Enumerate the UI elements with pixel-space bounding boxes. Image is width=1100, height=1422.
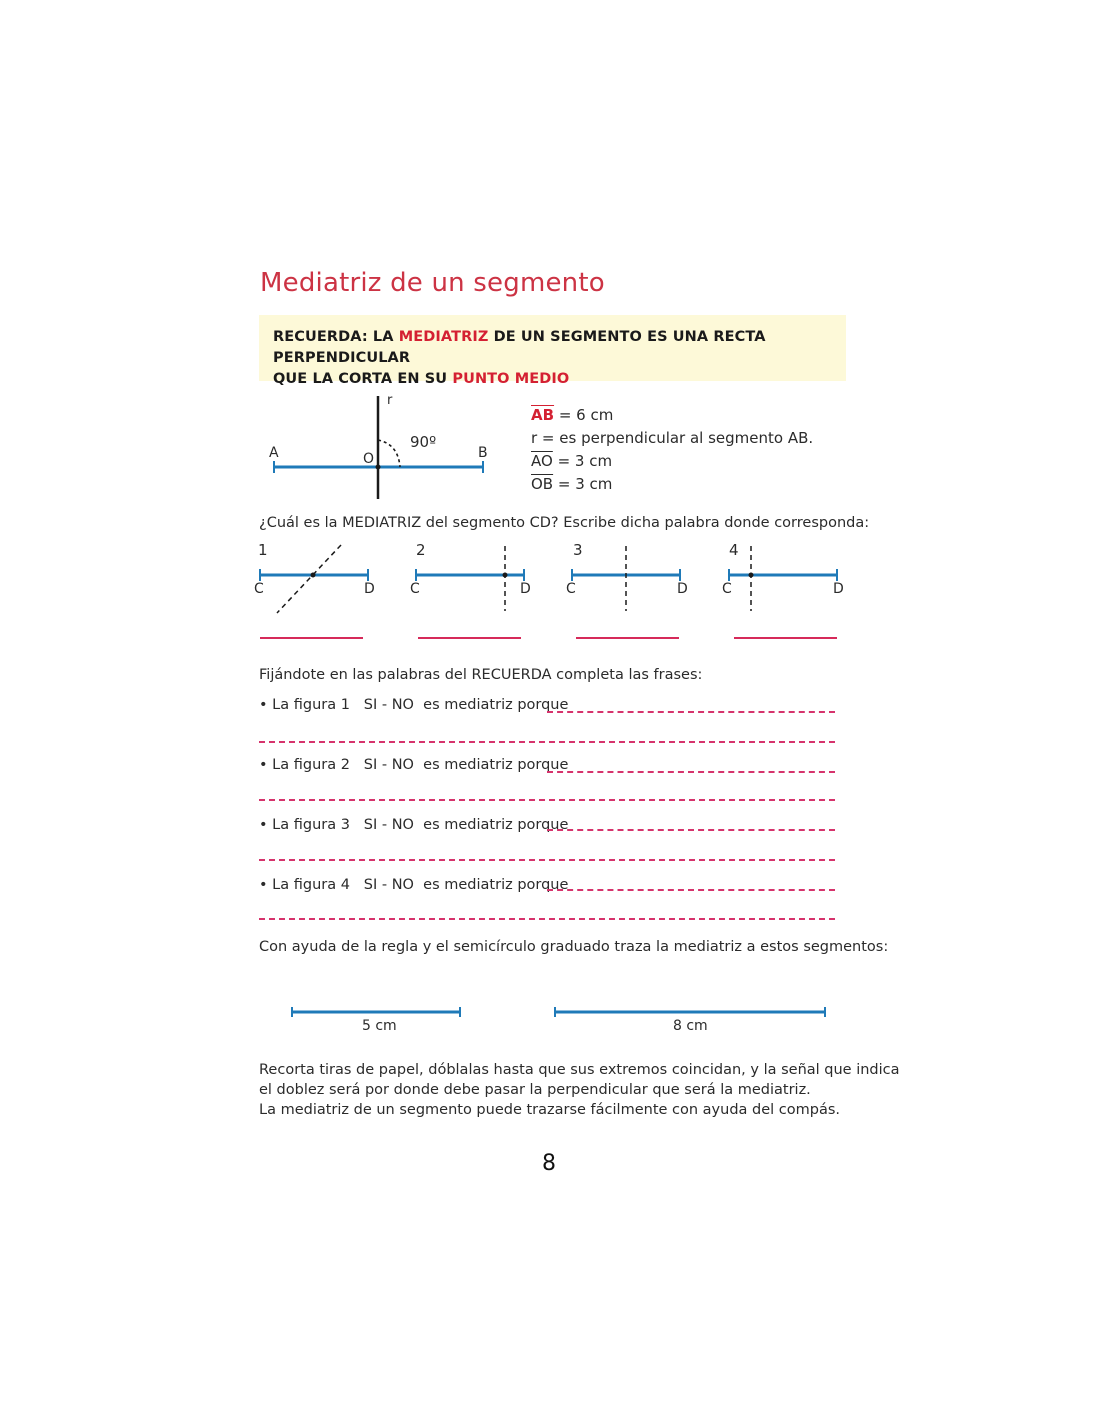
fact-ab-rest: = 6 cm	[554, 406, 614, 424]
segment-5cm-label: 5 cm	[362, 1018, 397, 1034]
figure-1-label-c: C	[254, 581, 264, 597]
label-b: B	[478, 445, 488, 461]
instruction-text: Fijándote en las palabras del RECUERDA completa las frases:	[259, 667, 703, 683]
fact-ab	[531, 406, 613, 424]
figure-2-label-d: D	[520, 581, 531, 597]
fact-ab-seg: $\overline{AB}$	[531, 406, 555, 424]
figure-2-label-c: C	[410, 581, 420, 597]
angle-arc	[378, 440, 400, 467]
footer-line-1: Recorta tiras de papel, dóblalas hasta que sus extremos coincidan, y la señal que indica	[259, 1062, 900, 1078]
figure-3	[572, 546, 680, 611]
trace-instruction: Con ayuda de la regla y el semicírculo graduado traza la mediatriz a estos segmentos:	[259, 939, 889, 955]
fact-ao	[531, 452, 612, 470]
fill-line-1a[interactable]	[547, 711, 835, 713]
fill-line-2a[interactable]	[547, 771, 835, 773]
figure-1	[260, 545, 368, 613]
dashed-line-1	[277, 545, 341, 613]
answer-line-4[interactable]	[734, 637, 837, 639]
label-o: O	[363, 451, 375, 467]
figure-4	[729, 546, 837, 611]
answer-line-2[interactable]	[418, 637, 521, 639]
recuerda-mediatriz: MEDIATRIZ	[398, 329, 489, 345]
fill-line-3b[interactable]	[259, 859, 835, 861]
fact-ao-seg: $\overline{AO}$	[531, 452, 553, 470]
fill-line-3a[interactable]	[547, 829, 835, 831]
figure-2-number: 2	[416, 541, 426, 559]
page-number: 8	[542, 1151, 556, 1176]
answer-line-3[interactable]	[576, 637, 679, 639]
sentence-figure-2: • La figura 2 SI - NO es mediatriz porque	[259, 757, 569, 773]
answer-line-1[interactable]	[260, 637, 363, 639]
footer-text	[259, 1060, 900, 1120]
fill-line-4b[interactable]	[259, 918, 835, 920]
figure-4-number: 4	[729, 541, 739, 559]
figure-1-number: 1	[258, 541, 268, 559]
label-a: A	[269, 445, 279, 461]
figure-1-label-d: D	[364, 581, 375, 597]
label-angle: 90º	[410, 433, 437, 451]
figure-3-label-c: C	[566, 581, 576, 597]
fill-line-2b[interactable]	[259, 799, 835, 801]
fill-line-1b[interactable]	[259, 741, 835, 743]
recuerda-line1-b: DE UN SEGMENTO ES UNA RECTA PERPENDICULAR	[273, 329, 766, 366]
fact-ob-seg: $\overline{OB}$	[531, 475, 554, 493]
recuerda-line1-a: RECUERDA: LA	[273, 329, 399, 345]
trace-segments	[292, 1007, 825, 1017]
fill-line-4a[interactable]	[547, 889, 835, 891]
point-o	[376, 465, 381, 470]
figure-3-number: 3	[573, 541, 583, 559]
fact-ob-rest: = 3 cm	[553, 475, 613, 493]
recuerda-line2-a: QUE LA CORTA EN SU	[273, 371, 453, 387]
main-diagram	[274, 396, 483, 499]
fact-r: r = es perpendicular al segmento AB.	[531, 429, 814, 447]
sentence-figure-4: • La figura 4 SI - NO es mediatriz porque	[259, 877, 569, 893]
figure-2	[416, 546, 524, 611]
recuerda-punto-medio: PUNTO MEDIO	[452, 371, 570, 387]
page-title: Mediatriz de un segmento	[260, 268, 605, 298]
question-text: ¿Cuál es la MEDIATRIZ del segmento CD? Escribe dicha palabra donde corresponda:	[259, 515, 870, 531]
fact-ao-rest: = 3 cm	[552, 452, 613, 470]
label-r: r	[387, 393, 393, 408]
figure-4-label-d: D	[833, 581, 844, 597]
sentence-figure-1: • La figura 1 SI - NO es mediatriz porque	[259, 697, 569, 713]
figure-3-label-d: D	[677, 581, 688, 597]
figure-4-label-c: C	[722, 581, 732, 597]
sentence-figure-3: • La figura 3 SI - NO es mediatriz porque	[259, 817, 569, 833]
segment-8cm-label: 8 cm	[673, 1018, 708, 1034]
footer-line-3: La mediatriz de un segmento puede trazarse fácilmente con ayuda del compás.	[259, 1102, 841, 1118]
footer-line-2: el doblez será por donde debe pasar la perpendicular que será la mediatriz.	[259, 1082, 811, 1098]
fact-ob	[531, 475, 612, 493]
